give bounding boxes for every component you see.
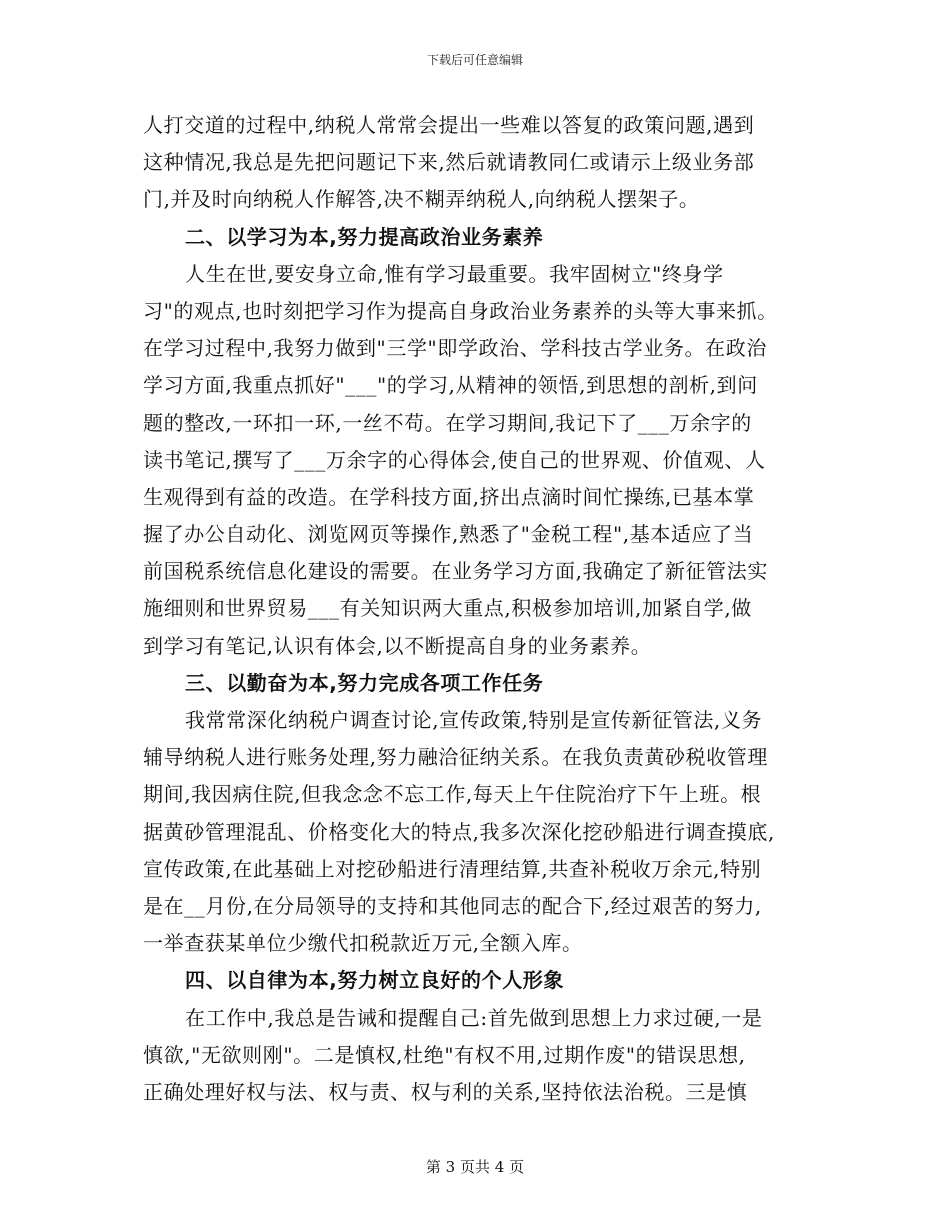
paragraph-line: 人生在世,要安身立命,惟有学习最重要。我牢固树立"终身学: [185, 261, 724, 286]
section-heading: 三、以勤奋为本,努力完成各项工作任务: [185, 670, 544, 695]
page-footer: 第 3 页共 4 页: [425, 1158, 525, 1176]
paragraph-line: 题的整改,一环扣一环,一丝不苟。在学习期间,我记下了___万余字的: [143, 410, 752, 435]
paragraph-line: 据黄砂管理混乱、价格变化大的特点,我多次深化挖砂船进行调查摸底,: [143, 819, 775, 844]
paragraph-line: 期间,我因病住院,但我念念不忘工作,每天上午住院治疗下午上班。根: [143, 782, 762, 807]
paragraph-line: 人打交道的过程中,纳税人常常会提出一些难以答复的政策问题,遇到: [143, 113, 755, 137]
paragraph-line: 学习方面,我重点抓好"___"的学习,从精神的领悟,到思想的剖析,到问: [143, 373, 758, 398]
paragraph-line: 习"的观点,也时刻把学习作为提高自身政治业务素养的头等大事来抓。: [143, 298, 778, 323]
section-heading: 四、以自律为本,努力树立良好的个人形象: [185, 968, 564, 993]
paragraph-line: 我常常深化纳税户调查讨论,宣传政策,特别是宣传新征管法,义务: [185, 708, 763, 732]
paragraph-line: 一举查获某单位少缴代扣税款近万元,全额入库。: [143, 931, 583, 956]
paragraph-line: 慎欲,"无欲则刚"。二是慎权,杜绝"有权不用,过期作废"的错误思想,: [143, 1042, 746, 1067]
paragraph-line: 在工作中,我总是告诫和提醒自己:首先做到思想上力求过硬,一是: [185, 1005, 763, 1030]
paragraph-line: 正确处理好权与法、权与责、权与利的关系,坚持依法治税。三是慎: [143, 1079, 748, 1104]
paragraph-line: 握了办公自动化、浏览网页等操作,熟悉了"金税工程",基本适应了当: [143, 522, 754, 547]
page-header: 下载后可任意编辑: [426, 53, 523, 67]
paragraph-line: 前国税系统信息化建设的需要。在业务学习方面,我确定了新征管法实: [143, 559, 768, 584]
paragraph-line: 辅导纳税人进行账务处理,努力融洽征纳关系。在我负责黄砂税收管理: [143, 745, 768, 770]
paragraph-line: 门,并及时向纳税人作解答,决不糊弄纳税人,向纳税人摆架子。: [143, 187, 700, 212]
document-body: [143, 107, 811, 1111]
paragraph-line: 施细则和世界贸易___有关知识两大重点,积极参加培训,加紧自学,做: [143, 596, 752, 621]
paragraph-line: 到学习有笔记,认识有体会,以不断提高自身的业务素养。: [143, 633, 652, 658]
paragraph-line: 生观得到有益的改造。在学科技方面,挤出点滴时间忙操练,已基本掌: [143, 484, 755, 509]
paragraph-line: 这种情况,我总是先把问题记下来,然后就请教同仁或请示上级业务部: [143, 150, 755, 175]
section-heading: 二、以学习为本,努力提高政治业务素养: [185, 224, 544, 249]
paragraph-line: 宣传政策,在此基础上对挖砂船进行清理结算,共查补税收万余元,特别: [143, 856, 762, 881]
paragraph-line: 读书笔记,撰写了___万余字的心得体会,使自己的世界观、价值观、人: [143, 447, 766, 472]
paragraph-line: 是在__月份,在分局领导的支持和其他同志的配合下,经过艰苦的努力,: [143, 893, 762, 918]
paragraph-line: 在学习过程中,我努力做到"三学"即学政治、学科技古学业务。在政治: [143, 336, 767, 361]
